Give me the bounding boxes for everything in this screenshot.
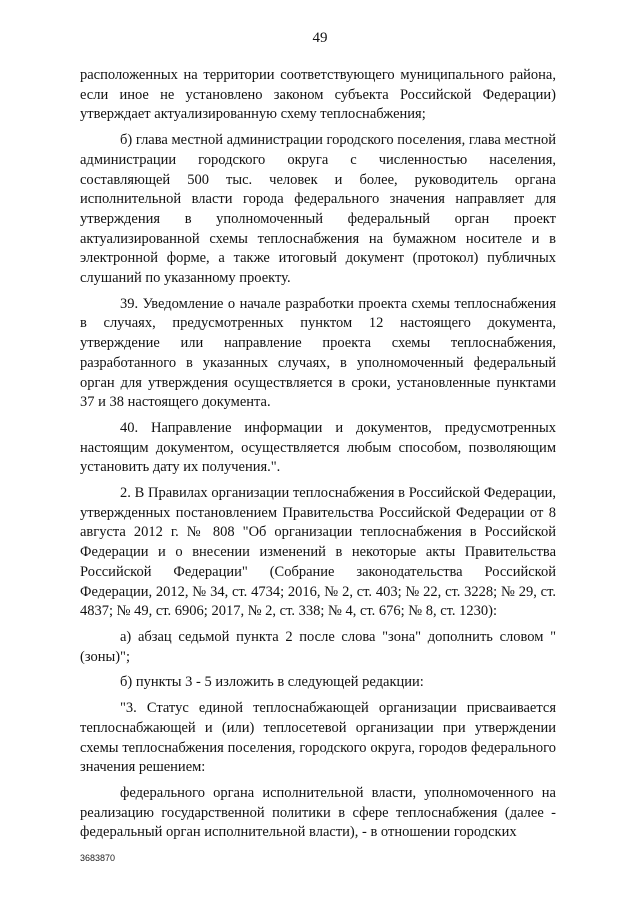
paragraph-a-amendment: а) абзац седьмой пункта 2 после слова "зона" дополнить словом "(зоны)"; bbox=[80, 628, 556, 665]
paragraph-2-rules: 2. В Правилах организации теплоснабжения в Российской Федерации, утвержденных постановлением Правительства Российской Федерации от 8 августа 2012 г. № 808 "Об организации теплоснабжения в Российской Федерации и о внесении изменений в некоторые акты Правительства Российской Федерации" (Собрание законодательства Российской Федерации, 2012, № 34, ст. 4734; 2016, № 2, ст. 403; № 22, ст. 3228; № 29, ст. 4837; № 49, ст. 6906; 2017, № 2, ст. 338; № 4, ст. 676; № 8, ст. 1230): bbox=[80, 485, 556, 620]
paragraph-federal-body: федерального органа исполнительной власти, уполномоченного на реализацию государственной политики в сфере теплоснабжения (далее - федеральный орган исполнительной власти), - в отношении городских bbox=[80, 784, 556, 841]
paragraph-3-status: "3. Статус единой теплоснабжающей организации присваивается теплоснабжающей и (или) теплосетевой организации при утверждении схемы теплоснабжения поселения, городского округа, городов федерального значения решением: bbox=[80, 700, 556, 776]
document-body bbox=[80, 66, 556, 849]
paragraph-40-information: 40. Направление информации и документов, предусмотренных настоящим документом, осуществляется любым способом, позволяющим установить дату их получения.". bbox=[80, 419, 556, 476]
paragraph-b-head-of-administration: б) глава местной администрации городского поселения, глава местной администрации городского округа с численностью населения, составляющей 500 тыс. человек и более, руководитель органа исполнительной власти города федерального значения направляет для утверждения в уполномоченный федеральный орган проект актуализированной схемы теплоснабжения на бумажном носителе и в электронной форме, а также итоговый документ (протокол) публичных слушаний по указанному проекту. bbox=[80, 132, 556, 287]
paragraph-b-points: б) пункты 3 - 5 изложить в следующей редакции: bbox=[120, 674, 424, 691]
paragraph-continuation: расположенных на территории соответствующего муниципального района, если иное не установлено законом субъекта Российской Федерации) утверждает актуализированную схему теплоснабжения; bbox=[80, 67, 556, 123]
document-id: 3683870 bbox=[80, 853, 116, 863]
paragraph-39-notification: 39. Уведомление о начале разработки проекта схемы теплоснабжения в случаях, предусмотренных пунктом 12 настоящего документа, утверждение или направление проекта схемы теплоснабжения, разработанного в указанных случаях, в уполномоченный федеральный орган для утверждения осуществляется в сроки, установленные пунктами 37 и 38 настоящего документа. bbox=[80, 295, 556, 411]
page-number: 49 bbox=[312, 30, 328, 46]
